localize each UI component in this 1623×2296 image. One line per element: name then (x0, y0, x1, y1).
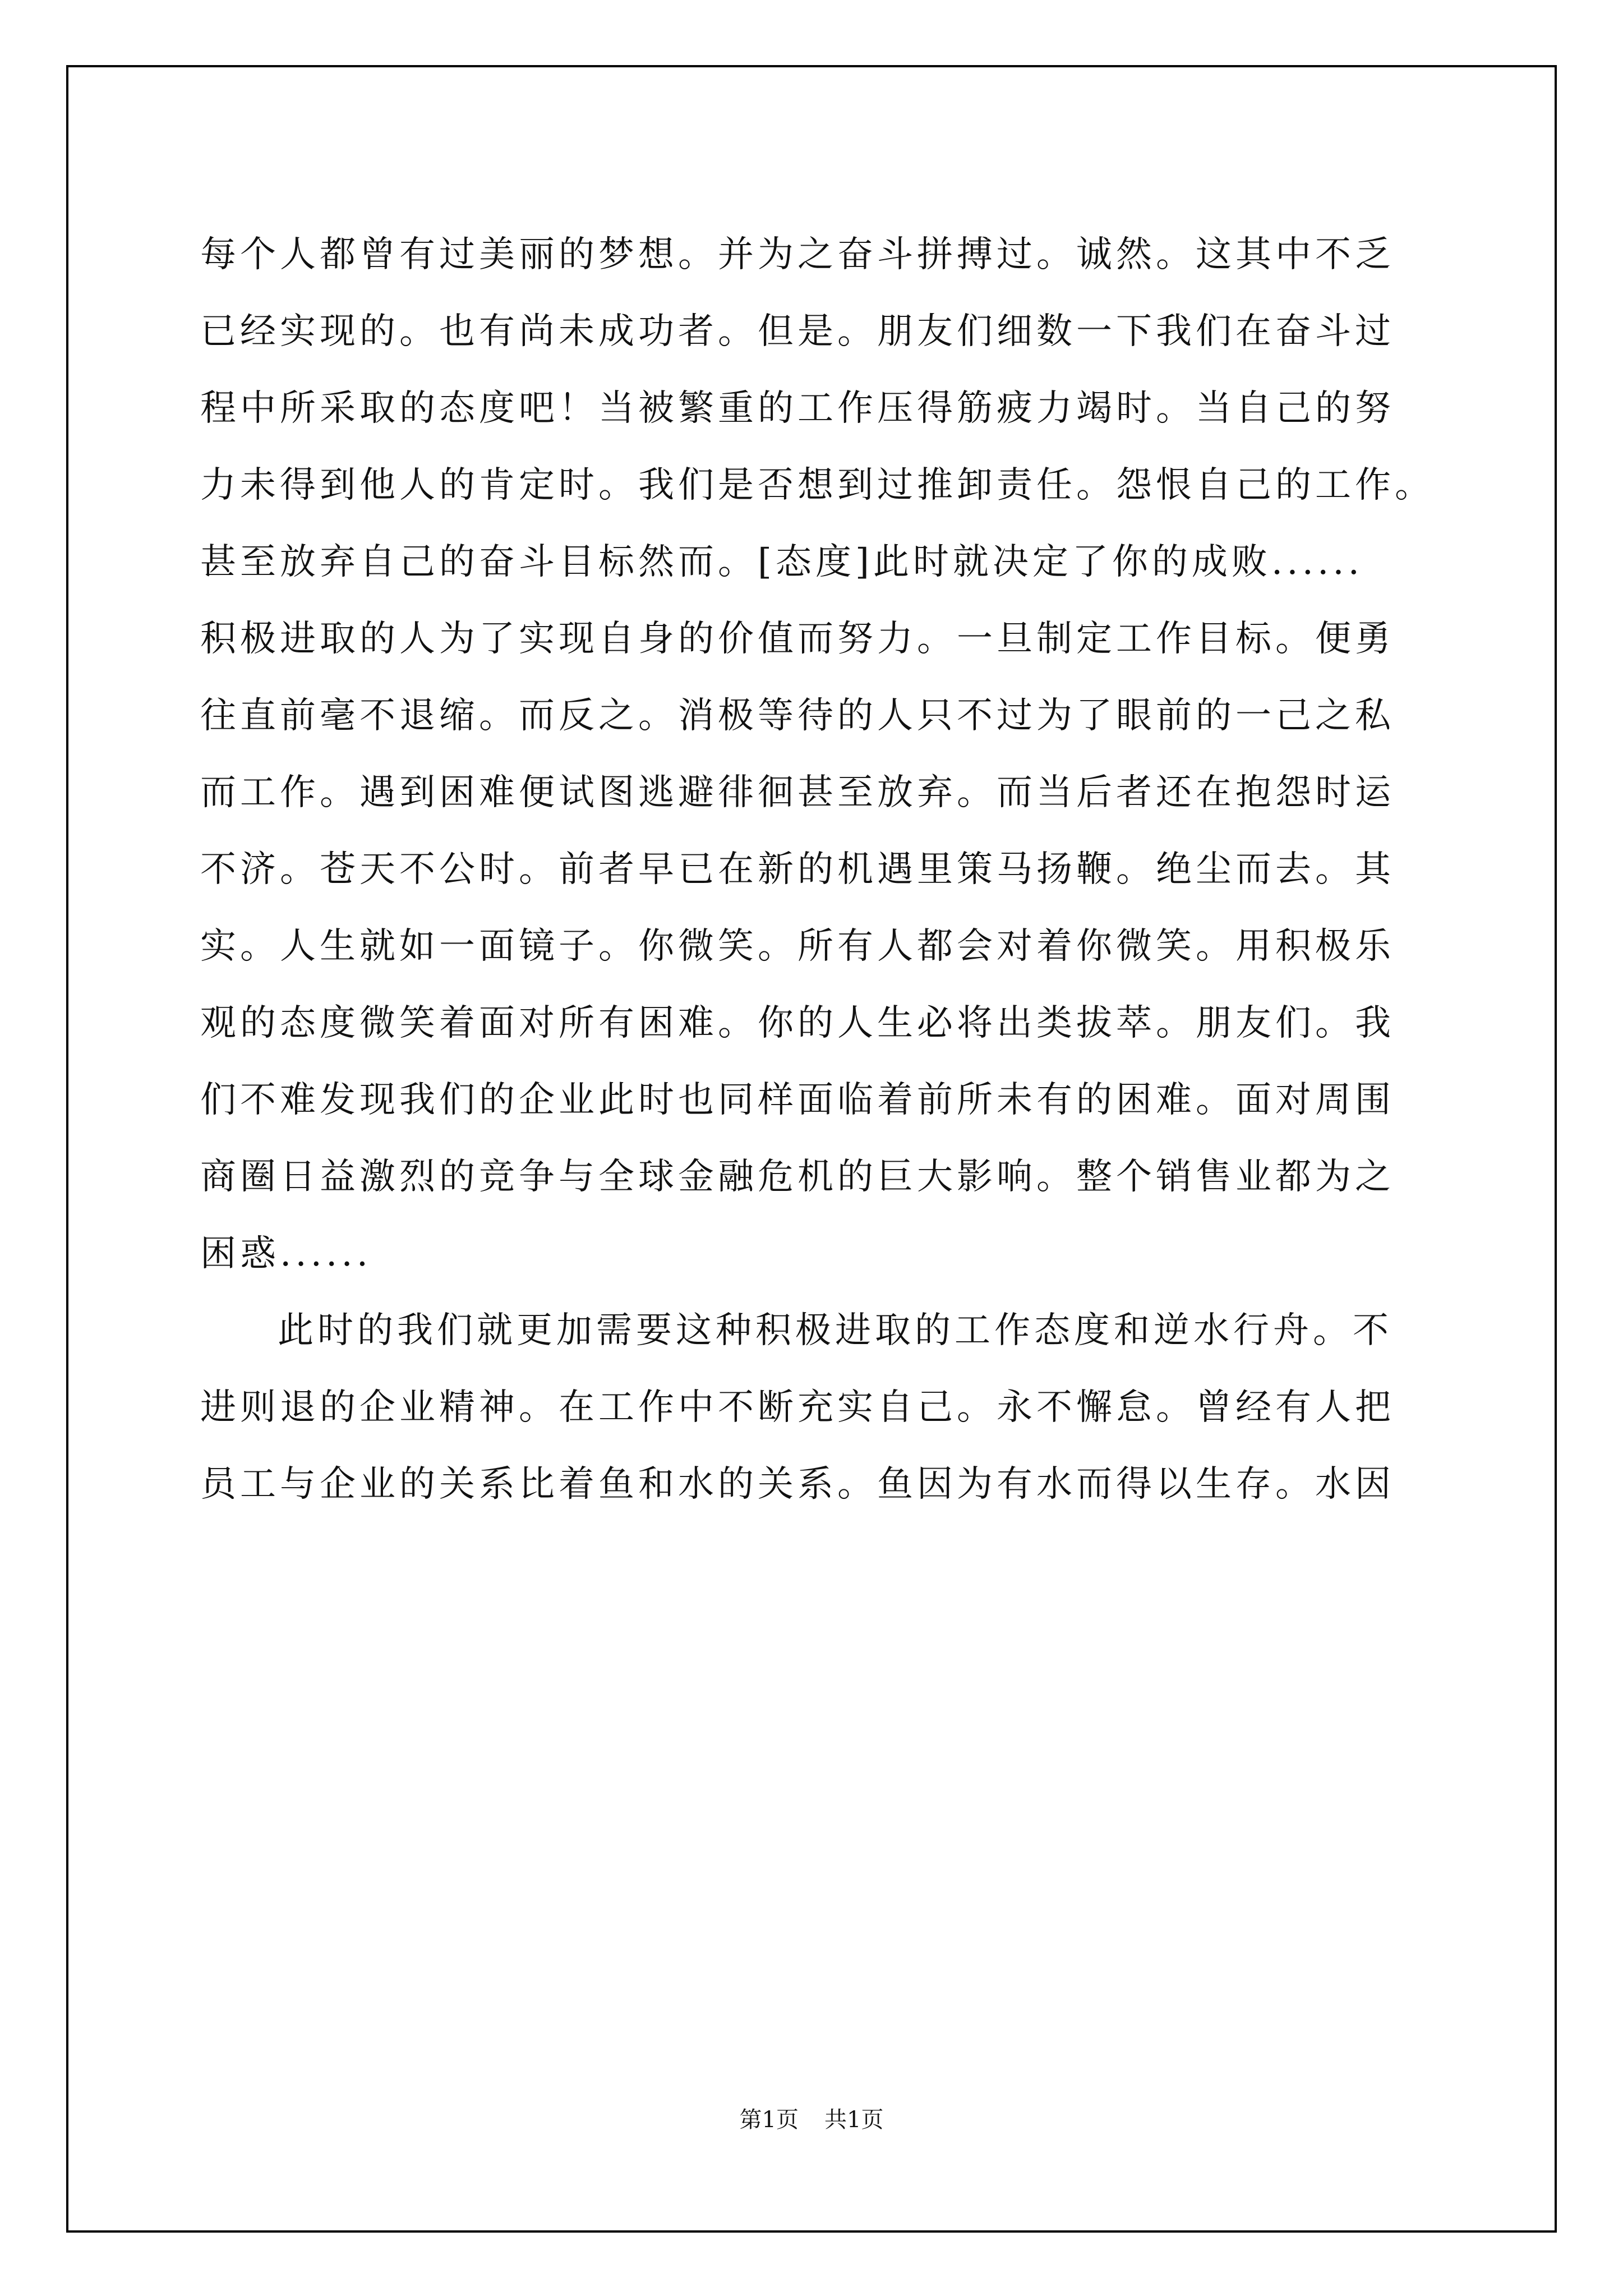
text-line: 实。人生就如一面镜子。你微笑。所有人都会对着你微笑。用积极乐 (200, 926, 1395, 967)
text-line: 程中所采取的态度吧！当被繁重的工作压得筋疲力竭时。当自己的努 (200, 388, 1395, 429)
text-line: 甚至放弃自己的奋斗目标然而。[态度]此时就决定了你的成败...... (200, 541, 1363, 583)
text-line: 每个人都曾有过美丽的梦想。并为之奋斗拼搏过。诚然。这其中不乏 (200, 234, 1395, 275)
text-line: 商圈日益激烈的竞争与全球金融危机的巨大影响。整个销售业都为之 (200, 1156, 1395, 1198)
page-footer (0, 2103, 1623, 2137)
text-line: 不济。苍天不公时。前者早已在新的机遇里策马扬鞭。绝尘而去。其 (200, 849, 1395, 890)
text-line: 往直前毫不退缩。而反之。消极等待的人只不过为了眼前的一己之私 (200, 695, 1395, 737)
paragraph-2 (200, 1292, 1462, 1523)
text-line: 们不难发现我们的企业此时也同样面临着前所未有的困难。面对周围 (200, 1079, 1395, 1121)
text-line: 进则退的企业精神。在工作中不断充实自己。永不懈怠。曾经有人把 (200, 1387, 1395, 1428)
text-line: 观的态度微笑着面对所有困难。你的人生必将出类拔萃。朋友们。我 (200, 1002, 1395, 1044)
document-body (200, 217, 1462, 1523)
text-line: 员工与企业的关系比着鱼和水的关系。鱼因为有水而得以生存。水因 (200, 1464, 1395, 1505)
page-number-total: 共1页 (824, 2107, 884, 2133)
text-line: 已经实现的。也有尚未成功者。但是。朋友们细数一下我们在奋斗过 (200, 311, 1395, 352)
text-line: 积极进取的人为了实现自身的价值而努力。一旦制定工作目标。便勇 (200, 618, 1395, 660)
text-line: 困惑...... (200, 1233, 372, 1274)
page-number-current: 第1页 (739, 2107, 799, 2133)
text-line: 此时的我们就更加需要这种积极进取的工作态度和逆水行舟。不 (278, 1310, 1393, 1351)
text-line: 而工作。遇到困难便试图逃避徘徊甚至放弃。而当后者还在抱怨时运 (200, 772, 1395, 813)
text-line: 力未得到他人的肯定时。我们是否想到过推卸责任。怨恨自己的工作。 (200, 464, 1435, 506)
paragraph-1 (200, 217, 1462, 1292)
